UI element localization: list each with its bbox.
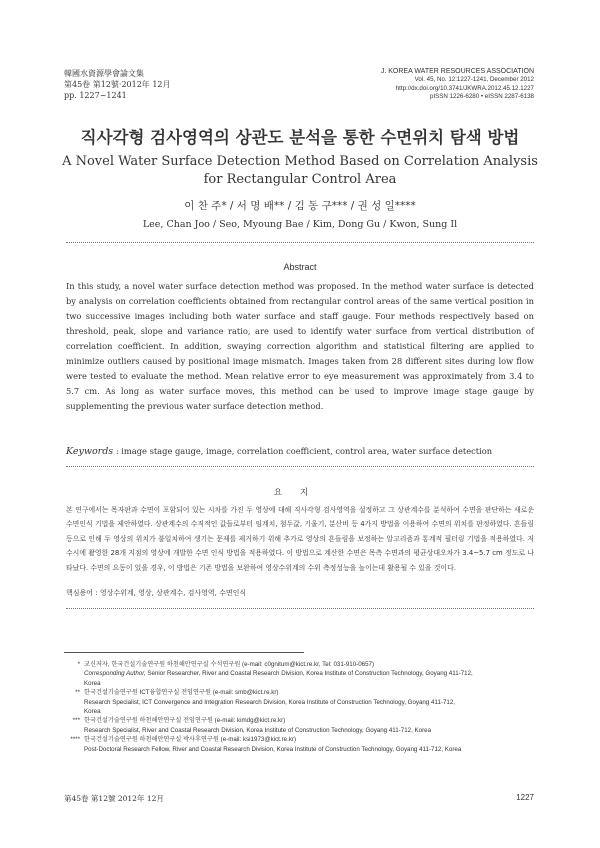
footnote-item <box>64 688 540 716</box>
journal-header-korean <box>64 68 171 101</box>
title-korean: 직사각형 검사영역의 상관도 분석을 통한 수면위치 탐색 방법 <box>80 128 520 147</box>
footnote-line: Research Specialist, ICT Convergence and Integration Research Division, Korea Institute of Construction Technology, Goyang 411-712, <box>84 698 455 706</box>
footnote-item <box>64 660 540 688</box>
authors-english: Lee, Chan Joo / Seo, Myoung Bae / Kim, Dong Gu / Kwon, Sung Il <box>142 219 458 230</box>
korean-keywords <box>66 588 534 598</box>
footnote-line: 한국건설기술연구원 하천해안연구실 박사후연구원 (e-mail: ksi1973@kict.re.kr) <box>84 736 297 744</box>
title-english: A Novel Water Surface Detection Method Based on Correlation Analysis for Rectangular Control Area <box>62 154 538 187</box>
footnote-item <box>64 735 540 754</box>
footnote-line: 한국건설기술연구원 ICT융합연구실 전임연구원 (e-mail: smb@kict.re.kr) <box>84 689 279 697</box>
journal-volume-english: Vol. 45, No. 12:1227-1241, December 2012 <box>414 76 534 84</box>
korean-keywords-text: 영상수위계, 영상, 상관계수, 검사영역, 수면인식 <box>99 589 247 597</box>
footnote-line: 한국건설기술연구원 하천해안연구실 전임연구원 (e-mail: kimdg@kict.re.kr) <box>84 717 286 725</box>
divider <box>66 466 534 467</box>
footnote-rule <box>64 652 304 653</box>
keywords-separator: : <box>113 446 122 456</box>
footnote-item <box>64 716 540 735</box>
footnotes <box>64 660 540 754</box>
divider <box>66 608 534 609</box>
footnote-line: Research Specialist, River and Coastal Research Division, Korea Institute of Construction Technology, Goyang 411-712, Korea <box>84 726 432 734</box>
footnote-line: Korea <box>84 679 101 687</box>
doi-link[interactable]: http://dx.doi.org/10.3741/JKWRA.2012.45.12.1227 <box>395 84 534 92</box>
journal-name-korean: 韓國水資源學會論文集 <box>64 69 144 78</box>
authors-korean: 이 찬 주* / 서 명 배** / 김 동 구*** / 권 성 일**** <box>184 200 416 212</box>
divider <box>66 242 534 243</box>
footnote-mark: *** <box>72 717 80 725</box>
journal-volume-korean: 第45卷 第12號·2012年 12月 <box>64 80 171 89</box>
abstract-text: In this study, a novel water surface detection method was proposed. In the method water surface is detected by analysis on correlation coefficients obtained from rectangular control areas of the same vertical position in two successive images including both water surface and staff gauge. Four methods respectively based on threshold, peak, slope and variance ratio, are used to identify water surface from vertical distribution of correlation coefficient. In addition, swaying correction algorithm and statistical filtering are applied to minimize outliers caused by positional image mismatch. Images taken from 28 different sites during low flow were tested to evaluate the method. Mean relative error to eye measurement was approximately from 3.4 to 5.7 cm. As long as water surface moves, this method can be used to improve image stage gauge by supplementing the previous water surface detection method. <box>66 281 534 411</box>
page-number: 1227 <box>516 793 534 802</box>
footnote-line: Post-Doctoral Research Fellow, River and Coastal Research Division, Korea Institute of Construction Technology, Goyang 411-712, Korea <box>84 745 462 753</box>
korean-keywords-label: 핵심용어 <box>66 589 94 597</box>
footnote-mark: **** <box>70 736 80 744</box>
issn: pISSN 1226-6280 • eISSN 2287-6138 <box>430 93 534 101</box>
keywords <box>66 446 534 457</box>
abstract-heading: Abstract <box>283 262 317 272</box>
journal-name-english: J. KOREA WATER RESOURCES ASSOCIATION <box>380 68 534 75</box>
korean-keywords-separator: : <box>93 589 100 597</box>
keywords-label: Keywords <box>66 446 114 457</box>
footnote-line: 교신저자, 한국건설기술연구원 하천해안연구실 수석연구원 (e-mail: c0gnitum@kict.re.kr, Tel: 031-910-0657) <box>84 661 375 668</box>
keywords-text: image stage gauge, image, correlation coefficient, control area, water surface detection <box>121 446 493 456</box>
footnote-line: Corresponding Author, Senior Researcher, River and Coastal Research Division, Korea Institute of Construction Technology, Goyang 411-712, <box>84 670 473 678</box>
footer-volume: 第45卷 第12號 2012年 12月 <box>64 794 164 803</box>
journal-header-english <box>381 68 534 102</box>
footnote-mark: * <box>77 661 80 668</box>
footnote-line: Korea <box>84 708 101 716</box>
korean-abstract-text: 본 연구에서는 목자판과 수면이 포함되어 있는 시차를 가진 두 영상에 대해 직사각형 검사영역을 설정하고 그 상관계수를 분석하여 수면을 판단하는 새로운 수면인식 기법을 제안하였다. 상관계수의 수직적인 값들로부터 임계치, 첨두값, 기울기, 분산비 등 4가지 방법을 이용하여 수면의 위치를 판정하였다. 흔들림 등으로 인해 두 영상의 위치가 불일치하여 생기는 문제를 제거하기 위해 추가로 영상의 흔들림을 보정하는 알고리즘과 통계적 필터링 기법을 적용하였다. 저수시에 촬영한 28개 지점의 영상에 개발한 수면 인식 방법을 적용하였다. 이 방법으로 계산한 수면은 목측 수면과의 평균상대오차가 3.4~5.7 cm 정도로 나타났다. 수면의 요동이 있을 경우, 이 방법은 기존 방법을 보완하여 영상수위계의 수위 측정성능을 높이는데 활용될 수 있을 것이다. <box>66 506 534 572</box>
korean-abstract-heading: 요지 <box>273 488 327 498</box>
footnote-mark: ** <box>75 689 80 697</box>
footnote-italic: Corresponding Author, <box>84 670 146 678</box>
journal-pages: pp. 1227~1241 <box>64 91 127 100</box>
